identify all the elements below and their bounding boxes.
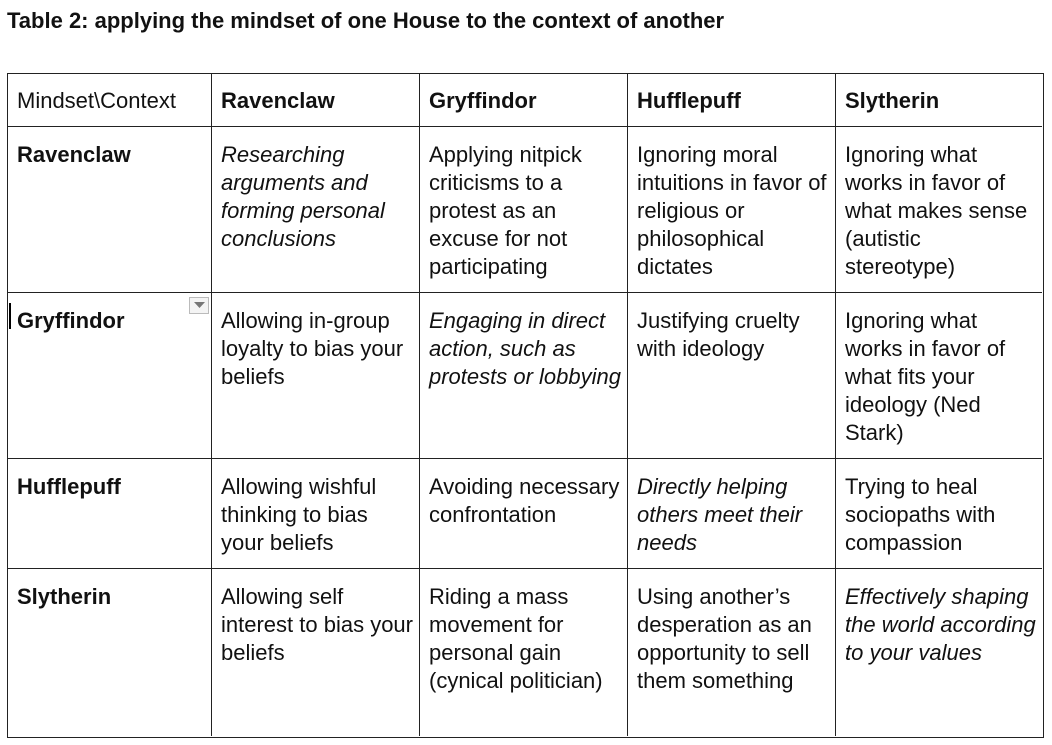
column-header-gryffindor	[420, 74, 628, 127]
table-title: Table 2: applying the mindset of one House to the context of another	[7, 8, 725, 33]
row-label-hufflepuff	[8, 459, 212, 569]
column-header-slytherin	[836, 74, 1042, 127]
table-cell: Avoiding necessary confrontation	[420, 459, 628, 569]
column-header-ravenclaw	[212, 74, 420, 127]
header-corner-cell	[8, 74, 212, 127]
column-header-label: Ravenclaw	[221, 88, 335, 113]
table-cell: Ignoring moral intuitions in favor of religious or philosophical dictates	[628, 127, 836, 293]
column-header-label: Hufflepuff	[637, 88, 741, 113]
column-header-hufflepuff	[628, 74, 836, 127]
text-cursor	[9, 303, 11, 329]
table-cell: Riding a mass movement for personal gain (cynical politician)	[420, 569, 628, 736]
table-cell: Allowing wishful thinking to bias your beliefs	[212, 459, 420, 569]
row-label: Gryffindor	[17, 308, 125, 333]
row-label-slytherin	[8, 569, 212, 736]
house-table	[7, 73, 1044, 738]
table-cell: Effectively shaping the world according to your values	[845, 584, 1036, 665]
table-cell: Engaging in direct action, such as protests or lobbying	[420, 293, 628, 459]
chevron-down-icon	[194, 302, 205, 309]
row-label-ravenclaw	[8, 127, 212, 293]
row-label: Hufflepuff	[17, 474, 121, 499]
table-cell: Allowing in-group loyalty to bias your beliefs	[212, 293, 420, 459]
table-cell: Ignoring what works in favor of what fits your ideology (Ned Stark)	[836, 293, 1042, 459]
table-cell: Directly helping others meet their needs	[628, 459, 836, 569]
table-cell: Justifying cruelty with ideology	[628, 293, 836, 459]
cell-menu-dropdown[interactable]	[189, 297, 209, 314]
row-label-gryffindor[interactable]	[8, 293, 212, 459]
column-header-label: Gryffindor	[429, 88, 537, 113]
header-corner-label: Mindset\Context	[17, 88, 176, 113]
table-cell: Trying to heal sociopaths with compassion	[836, 459, 1042, 569]
column-header-label: Slytherin	[845, 88, 940, 113]
table-cell: Using another’s desperation as an opportunity to sell them something	[628, 569, 836, 736]
table-cell: Ignoring what works in favor of what makes sense (autistic stereotype)	[836, 127, 1042, 293]
table-cell: Allowing self interest to bias your beliefs	[212, 569, 420, 736]
row-label: Slytherin	[17, 584, 112, 609]
table-cell: Applying nitpick criticisms to a protest as an excuse for not participating	[420, 127, 628, 293]
table-cell: Researching arguments and forming personal conclusions	[212, 127, 420, 293]
row-label: Ravenclaw	[17, 142, 131, 167]
